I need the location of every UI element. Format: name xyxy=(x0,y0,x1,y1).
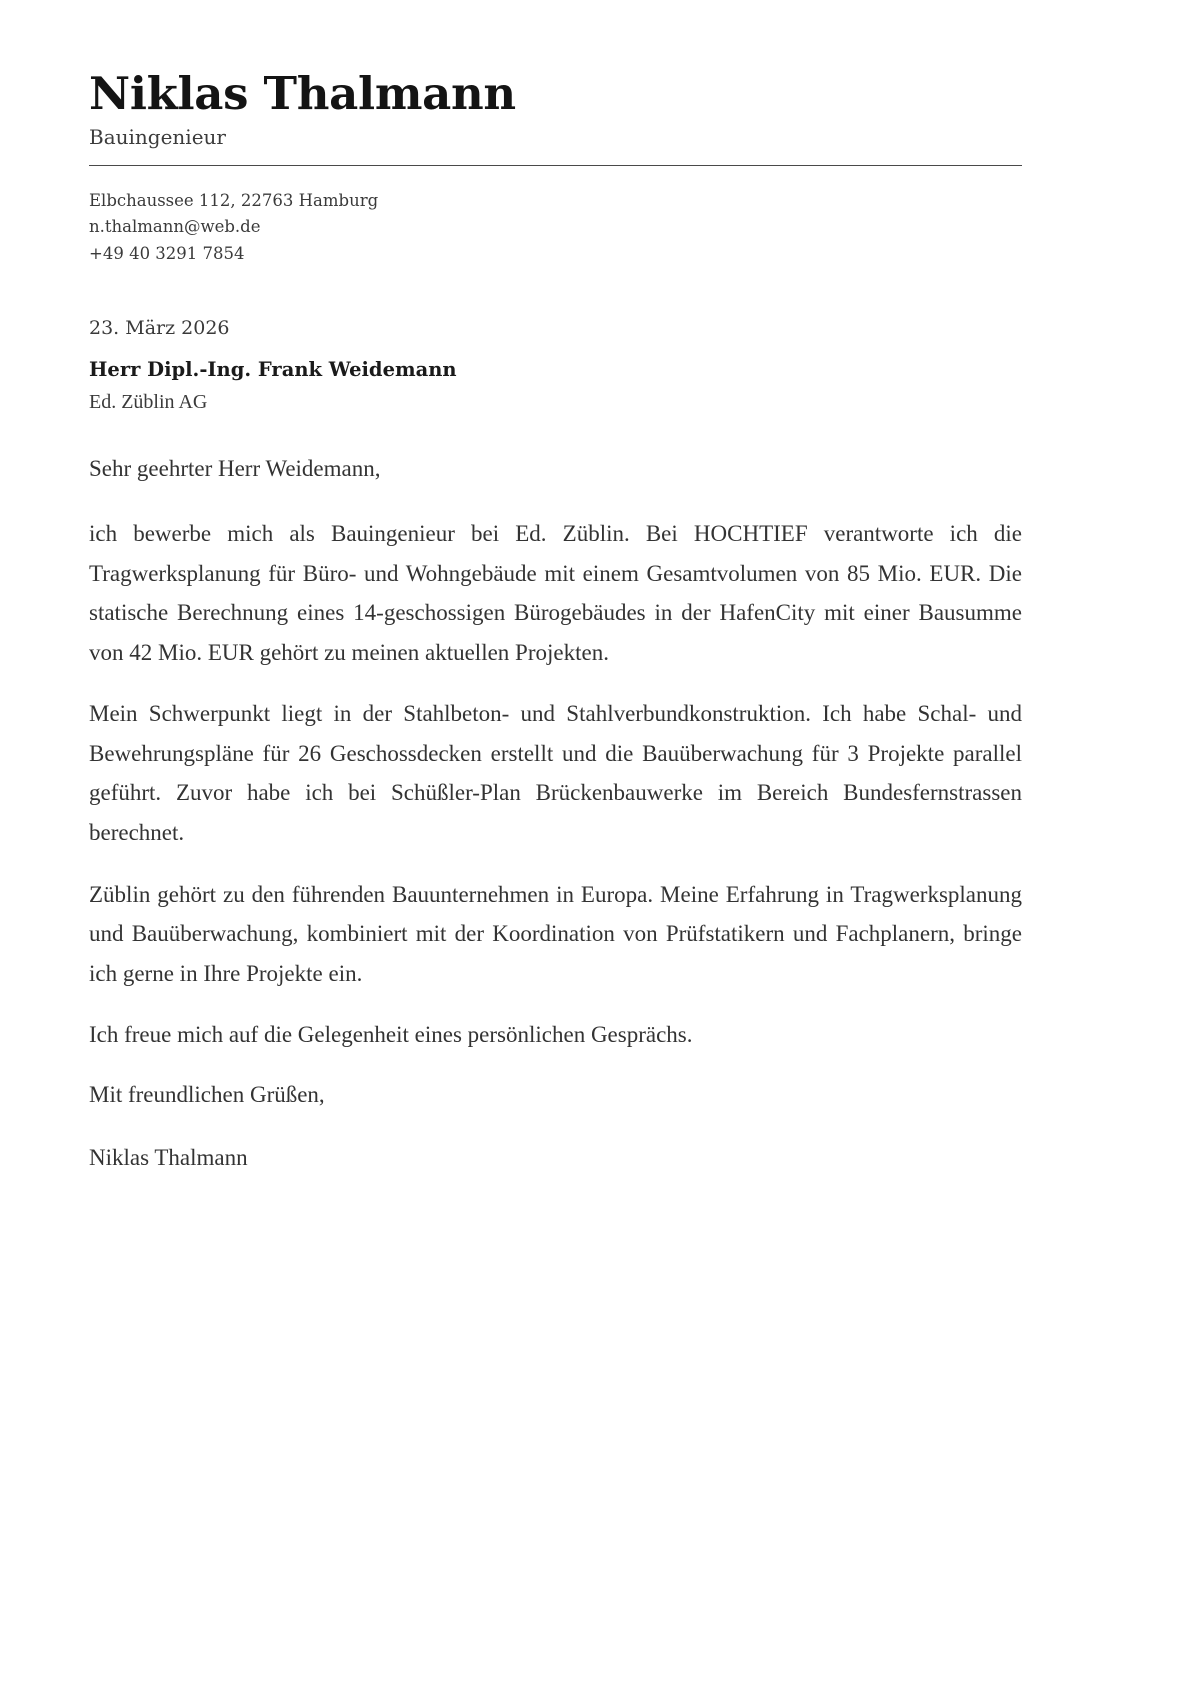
signature-name: Niklas Thalmann xyxy=(89,1144,248,1170)
cover-letter xyxy=(89,67,1022,1176)
letter-date: 23. März 2026 xyxy=(89,316,230,339)
body-paragraph: Mein Schwerpunkt liegt in der Stahlbeton- und Stahlverbundkonstruktion. Ich habe Schal- und Bewehrungspläne für 26 Geschossdecken erstellt und die Bauüberwachung für 3 Projekte parallel geführt. Zuvor habe ich bei Schüßler-Plan Brückenbauwerke im Bereich Bundesfernstrassen berechnet. xyxy=(89,701,1022,845)
contact-block xyxy=(89,188,1022,268)
page-title: Niklas Thalmann xyxy=(89,67,516,120)
body-paragraph: ich bewerbe mich als Bauingenieur bei Ed. Züblin. Bei HOCHTIEF verantworte ich die Tragwerksplanung für Büro- und Wohngebäude mit einem Gesamtvolumen von 85 Mio. EUR. Die statische Berechnung eines 14-geschossigen Bürogebäudes in der HafenCity mit einer Bausumme von 42 Mio. EUR gehört zu meinen aktuellen Projekten. xyxy=(89,521,1022,665)
salutation: Sehr geehrter Herr Weidemann, xyxy=(89,455,381,481)
recipient-company: Ed. Züblin AG xyxy=(89,390,208,413)
body-paragraph: Ich freue mich auf die Gelegenheit eines persönlichen Gesprächs. xyxy=(89,1022,693,1048)
body-paragraph: Züblin gehört zu den führenden Bauunternehmen in Europa. Meine Erfahrung in Tragwerksplanung und Bauüberwachung, kombiniert mit der Koordination von Prüfstatikern und Fachplanern, bringe ich gerne in Ihre Projekte ein. xyxy=(89,881,1022,986)
letter-body xyxy=(89,451,1022,1177)
closing-line: Mit freundlichen Grüßen, xyxy=(89,1081,325,1107)
job-title: Bauingenieur xyxy=(89,124,226,149)
letter-meta xyxy=(89,314,1022,417)
contact-address: Elbchaussee 112, 22763 Hamburg xyxy=(89,190,379,210)
recipient-name: Herr Dipl.-Ing. Frank Weidemann xyxy=(89,358,457,382)
contact-phone: +49 40 3291 7854 xyxy=(89,244,245,264)
header-divider xyxy=(89,165,1022,166)
letter-header xyxy=(89,67,1022,166)
contact-email: n.thalmann@web.de xyxy=(89,217,261,237)
